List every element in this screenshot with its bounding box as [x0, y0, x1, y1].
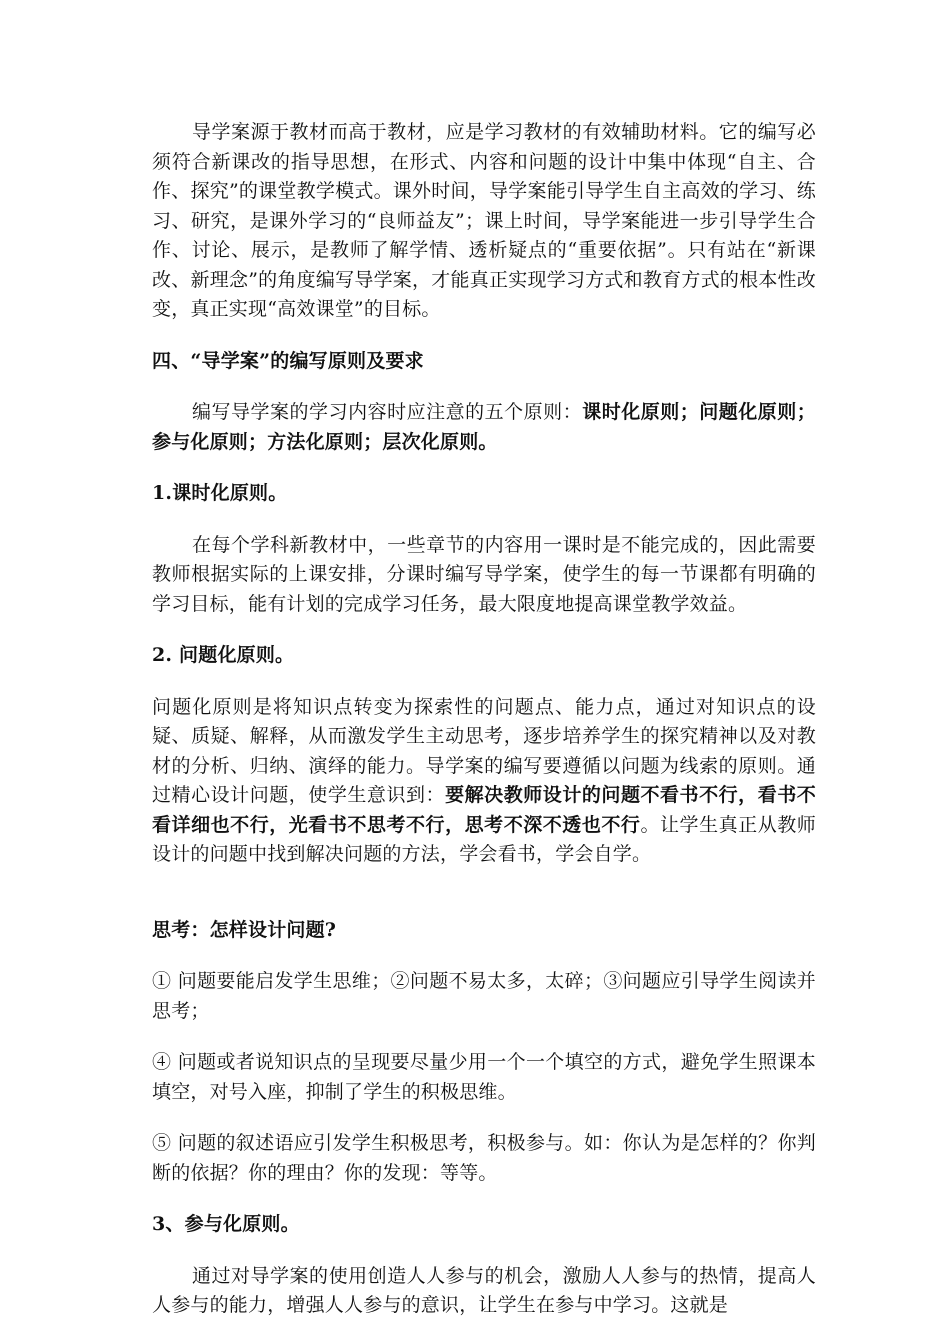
- think-item-5: ⑤ 问题的叙述语应引发学生积极思考，积极参与。如：你认为是怎样的？你判断的依据？你的理由？你的发现：等等。: [152, 1132, 816, 1184]
- principles-lead-paragraph: [152, 398, 816, 457]
- think-heading: 思考：怎样设计问题?: [152, 918, 337, 941]
- think-item-1: ① 问题要能启发学生思维；②问题不易太多，太碎；③问题应引导学生阅读并思考；: [152, 970, 816, 1022]
- principles-lead-text: 编写导学案的学习内容时应注意的五个原则：: [192, 401, 583, 423]
- principle-2-text-start: 问题化原则是将知识点转变为探索性的问题点、能力点，通过对知识点的设疑、质疑、解释，从而激发学生主动思考，逐步培养学生的探究精神以及对教材的分析、归纳、演绎的能力。导学案的编写要遵循以问题为线索的原则。通过精心设计问题，使学生意识到：: [152, 695, 816, 806]
- principle-3-paragraph: 通过对导学案的使用创造人人参与的机会，激励人人参与的热情，提高人人参与的能力，增强人人参与的意识，让学生在参与中学习。这就是: [152, 1264, 816, 1316]
- think-item-4: ④ 问题或者说知识点的呈现要尽量少用一个一个填空的方式，避免学生照课本填空，对号入座，抑制了学生的积极思维。: [152, 1051, 816, 1103]
- principle-3-heading: 3、参与化原则。: [152, 1213, 300, 1235]
- principle-1-heading: 1.课时化原则。: [152, 482, 288, 504]
- principle-2-text-bold: 要解决教师设计的问题不看书不行，看书不看详细也不行，光看书不思考不行，思考不深不透也不行: [152, 784, 816, 836]
- principle-2-text-end: 。让学生真正从教师设计的问题中找到解决问题的方法，学会看书，学会自学。: [152, 813, 816, 865]
- section-heading-4: 四、“导学案”的编写原则及要求: [152, 349, 424, 372]
- principle-1-paragraph: 在每个学科新教材中，一些章节的内容用一课时是不能完成的，因此需要教师根据实际的上课安排，分课时编写导学案，使学生的每一节课都有明确的学习目标，能有计划的完成学习任务，最大限度地提高课堂教学效益。: [152, 533, 816, 615]
- intro-paragraph: 导学案源于教材而高于教材，应是学习教材的有效辅助材料。它的编写必须符合新课改的指导思想，在形式、内容和问题的设计中集中体现“自主、合作、探究”的课堂教学模式。课外时间，导学案能引导学生自主高效的学习、练习、研究，是课外学习的“良师益友”；课上时间，导学案能进一步引导学生合作、讨论、展示，是教师了解学情、透析疑点的“重要依据”。只有站在“新课改、新理念”的角度编写导学案，才能真正实现学习方式和教育方式的根本性改变，真正实现“高效课堂”的目标。: [152, 121, 816, 320]
- principle-2-paragraph: [152, 693, 816, 870]
- principles-list-bold: 课时化原则；问题化原则；参与化原则；方法化原则；层次化原则。: [152, 401, 816, 453]
- document-page: [152, 118, 816, 1321]
- principle-2-heading: 2. 问题化原则。: [152, 644, 295, 666]
